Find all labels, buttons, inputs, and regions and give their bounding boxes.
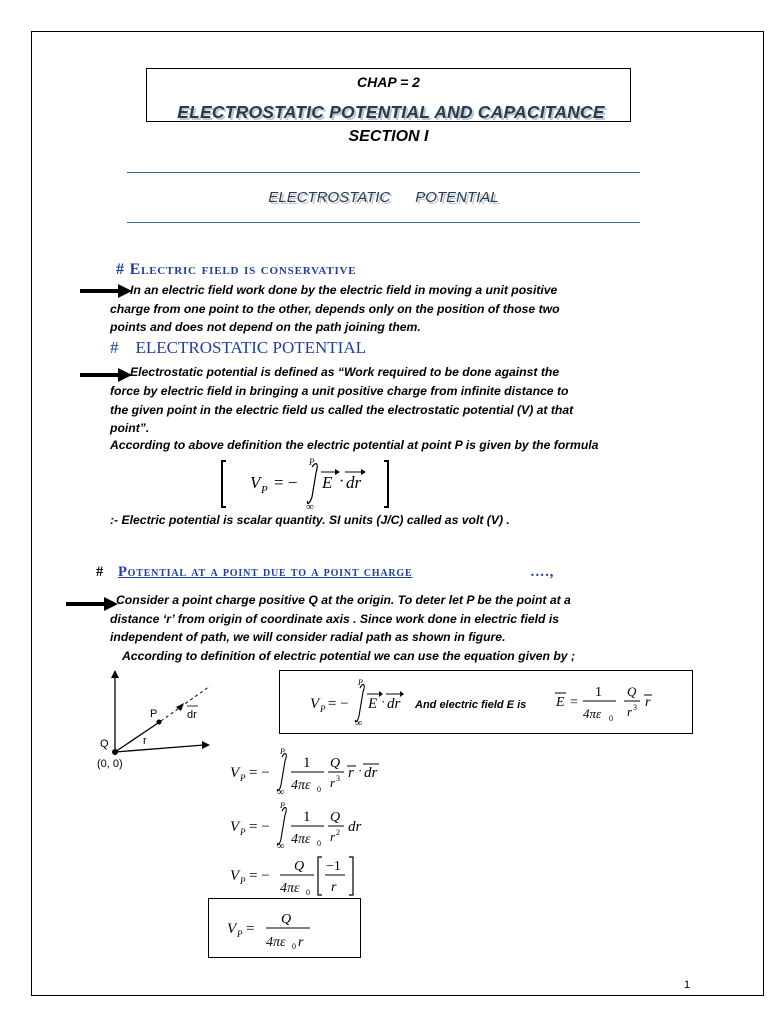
svg-text:V: V (230, 868, 240, 884)
section-label: SECTION I (348, 128, 429, 145)
svg-text:r: r (330, 775, 336, 790)
svg-text:4πε: 4πε (280, 881, 300, 896)
heading-electrostatic-potential: # ELECTROSTATIC POTENTIAL (110, 338, 366, 357)
svg-text:=: = (570, 695, 578, 710)
svg-text:P: P (358, 678, 363, 687)
svg-text:P: P (309, 457, 315, 467)
label-q: Q (100, 738, 109, 750)
potential-line-3: the given point in the electric field us called the electrostatic potential (V) at that (110, 403, 574, 417)
label-dr: dr (187, 709, 197, 721)
svg-text:Q: Q (281, 912, 292, 927)
svg-text:P: P (261, 484, 268, 496)
svg-text:E: E (368, 696, 378, 712)
arrow-icon (80, 367, 132, 383)
svg-text:= −: = − (274, 473, 298, 492)
svg-text:·: · (339, 473, 345, 490)
svg-text:Q: Q (294, 859, 305, 874)
svg-text:= −: = − (249, 765, 270, 781)
conservative-line-1: In an electric field work done by the electric field in moving a unit positive (130, 283, 558, 297)
svg-text:0: 0 (317, 839, 321, 848)
svg-text:r: r (627, 704, 633, 719)
label-p: P (150, 708, 158, 720)
svg-text:4πε: 4πε (266, 935, 286, 950)
svg-text:E: E (322, 473, 333, 492)
svg-text:∞: ∞ (306, 501, 314, 513)
label-r: r (143, 735, 147, 747)
chapter-label: CHAP = 2 (357, 74, 420, 90)
svg-text:E: E (556, 695, 565, 710)
svg-text:4πε: 4πε (583, 706, 602, 721)
heading-conservative: # Electric field is conservative (116, 261, 357, 278)
svg-text:V: V (230, 765, 240, 781)
svg-text:Q: Q (330, 756, 341, 771)
svg-text:−1: −1 (326, 859, 341, 874)
divider-top (127, 172, 640, 173)
svg-text:·: · (358, 763, 363, 778)
svg-text:∞: ∞ (277, 841, 285, 851)
arrow-icon (80, 283, 132, 299)
potential-line-5: According to above definition the electric potential at point P is given by the formula (110, 438, 599, 452)
conservative-line-3: points and does not depend on the path joining them. (110, 320, 421, 334)
formula-step-3 (225, 853, 365, 899)
svg-text:0: 0 (609, 714, 613, 723)
point-charge-line-1: Consider a point charge positive Q at the origin. To deter let P be the point at a (116, 593, 571, 607)
formula-potential-definition (220, 457, 392, 513)
potential-note: :- Electric potential is scalar quantity. SI units (J/C) called as volt (V) . (110, 513, 510, 527)
conservative-line-2: charge from one point to the other, depends only on the position of those two (110, 302, 560, 316)
svg-text:r: r (331, 880, 337, 895)
svg-text:dr: dr (348, 819, 362, 835)
potential-line-2: force by electric field in bringing a unit positive charge from infinite distance to (110, 384, 569, 398)
svg-text:3: 3 (336, 774, 340, 783)
svg-text:∞: ∞ (277, 787, 285, 797)
svg-text:r: r (645, 695, 651, 710)
label-origin: (0, 0) (97, 758, 123, 770)
point-charge-line-2: distance ‘r’ from origin of coordinate axis . Since work done in electric field is (110, 612, 560, 626)
svg-text:dr: dr (387, 696, 401, 712)
formula-step-2 (225, 799, 375, 851)
point-charge-line-3: independent of path, we will consider radial path as shown in figure. (110, 630, 506, 644)
svg-text:V: V (230, 819, 240, 835)
formula-electric-field (548, 674, 658, 730)
svg-text:·: · (381, 694, 386, 709)
svg-text:r: r (330, 829, 336, 844)
svg-text:V: V (227, 921, 237, 937)
svg-text:Q: Q (330, 810, 341, 825)
svg-text:V: V (310, 696, 320, 712)
svg-text:r: r (298, 935, 304, 950)
svg-text:3: 3 (633, 703, 637, 712)
formula-result (222, 902, 342, 954)
heading-point-charge-hash: # (96, 564, 105, 580)
point-charge-line-4: According to definition of electric potential we can use the equation given by ; (122, 649, 576, 663)
svg-text:1: 1 (303, 809, 311, 825)
svg-text:Q: Q (627, 684, 637, 699)
svg-text:P: P (320, 704, 326, 714)
svg-text:P: P (280, 801, 285, 810)
divider-bottom (127, 222, 640, 223)
svg-text:2: 2 (336, 828, 340, 837)
svg-text:P: P (240, 773, 246, 783)
svg-text:P: P (237, 929, 243, 939)
svg-text:4πε: 4πε (291, 832, 311, 847)
svg-text:P: P (240, 827, 246, 837)
svg-text:=: = (246, 921, 255, 937)
coordinate-figure (86, 668, 226, 778)
chapter-title: ELECTROSTATIC POTENTIAL AND CAPACITANCE (177, 102, 605, 122)
field-text: And electric field E is (415, 699, 527, 711)
heading-point-charge: Potential at a point due to a point charge (118, 564, 413, 580)
svg-text:V: V (250, 473, 261, 492)
formula-step-1 (225, 745, 395, 797)
svg-text:P: P (240, 876, 246, 886)
svg-text:0: 0 (317, 785, 321, 794)
svg-text:dr: dr (364, 765, 378, 781)
page-number: 1 (684, 979, 691, 991)
potential-line-4: point”. (110, 421, 150, 435)
svg-text:∞: ∞ (355, 718, 363, 729)
svg-text:= −: = − (249, 868, 270, 884)
svg-text:P: P (280, 747, 285, 756)
svg-text:0: 0 (306, 888, 310, 897)
svg-text:= −: = − (328, 696, 349, 712)
svg-text:0: 0 (292, 942, 296, 951)
svg-text:1: 1 (595, 685, 602, 700)
potential-line-1: Electrostatic potential is defined as “Work required to be done against the (130, 365, 560, 379)
formula-potential-integral (300, 674, 410, 730)
svg-text:dr: dr (346, 473, 362, 492)
svg-text:1: 1 (303, 755, 311, 771)
svg-text:4πε: 4πε (291, 778, 311, 793)
svg-text:= −: = − (249, 819, 270, 835)
section-subtitle: ELECTROSTATIC POTENTIAL (268, 189, 499, 206)
svg-text:r: r (348, 765, 354, 781)
heading-point-charge-tail: …., (530, 564, 555, 580)
